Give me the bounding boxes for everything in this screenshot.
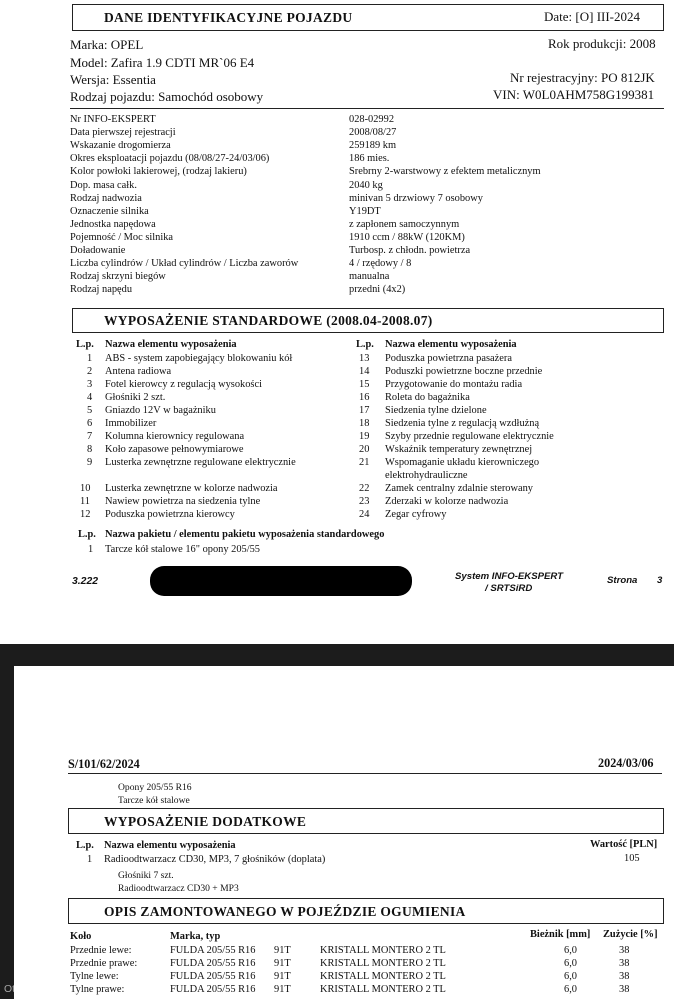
case-date: 2024/03/06: [598, 756, 654, 770]
equipment-item-number: 19: [359, 431, 370, 442]
tyre-model: KRISTALL MONTERO 2 TL: [320, 984, 446, 995]
add-item: Radioodtwarzacz CD30, MP3, 7 głośników (doplata): [104, 854, 326, 865]
spec-label: Nr INFO-EKSPERT: [70, 114, 156, 125]
equipment-item-number: 6: [87, 418, 93, 429]
redacted-area: [150, 566, 412, 596]
page2-divider: [68, 773, 662, 774]
equipment-item: elektrohydrauliczne: [385, 470, 468, 481]
spec-value: 028-02992: [349, 114, 395, 125]
vehicle-version: Wersja: Essentia: [70, 72, 156, 87]
tyre-col-tread: Bieżnik [mm]: [530, 929, 591, 940]
spec-label: Dop. masa całk.: [70, 179, 137, 191]
spec-value: Turbosp. z chłodn. powietrza: [349, 245, 471, 256]
tyre-model: KRISTALL MONTERO 2 TL: [320, 945, 446, 956]
equipment-item: Szyby przednie regulowane elektrycznie: [385, 431, 554, 442]
add-item-sub2: Radioodtwarzacz CD30 + MP3: [118, 883, 239, 894]
tyre-index: 91T: [274, 945, 291, 956]
vin-number: VIN: W0L0AHM758G199381: [493, 87, 655, 102]
tyre-index: 91T: [274, 971, 291, 982]
footer-system-name: System INFO-EKSPERT: [455, 571, 564, 582]
tyre-wheel: Tylne prawe:: [70, 984, 125, 995]
tyre-tread: 6,0: [564, 984, 577, 995]
footer-doc-code: 3.222: [72, 576, 99, 587]
tyre-size: FULDA 205/55 R16: [170, 984, 256, 995]
page-gap: [0, 644, 674, 666]
equipment-item: Głośniki 2 szt.: [105, 392, 166, 403]
tyre-wear: 38: [619, 958, 630, 969]
add-col-value: Wartość [PLN]: [590, 839, 658, 850]
document-date: Date: [O] III-2024: [544, 9, 641, 24]
equipment-item: Poduszki powietrzne boczne przednie: [385, 366, 543, 377]
vehicle-type: Rodzaj pojazdu: Samochód osobowy: [70, 89, 264, 104]
tyre-wheel: Przednie lewe:: [70, 945, 132, 956]
equipment-item: Siedzenia tylne z regulacją wzdłużną: [385, 418, 540, 429]
equipment-item: Kolumna kierownicy regulowana: [105, 431, 245, 442]
tyre-index: 91T: [274, 984, 291, 995]
tyre-tread: 6,0: [564, 971, 577, 982]
spec-label: Liczba cylindrów / Układ cylindrów / Liczba zaworów: [70, 258, 299, 270]
vehicle-make: Marka: OPEL: [70, 37, 144, 52]
tyre-wear: 38: [619, 984, 630, 995]
equipment-item: ABS - system zapobiegający blokowaniu kół: [105, 353, 293, 364]
equipment-item: Siedzenia tylne dzielone: [385, 405, 487, 416]
spec-label: Rodzaj nadwozia: [70, 192, 142, 204]
spec-value: 259189 km: [349, 140, 397, 152]
vehicle-model: Model: Zafira 1.9 CDTI MR`06 E4: [70, 55, 255, 70]
equipment-item-number: 11: [80, 496, 91, 507]
page-gap-left-edge: [0, 666, 14, 999]
pkg-item: Tarcze kół stalowe 16" opony 205/55: [105, 544, 261, 555]
equipment-item-number: 10: [80, 483, 91, 494]
section-title-tyres: OPIS ZAMONTOWANEGO W POJEŹDZIE OGUMIENIA: [104, 904, 466, 919]
section-title-additional-equipment: WYPOSAŻENIE DODATKOWE: [104, 814, 307, 829]
equipment-item: Nawiew powietrza na siedzenia tylne: [105, 496, 261, 507]
spec-value: 1910 ccm / 88kW (120KM): [349, 231, 465, 243]
col-header-name-right: Nazwa elementu wyposażenia: [385, 339, 517, 350]
tyre-model: KRISTALL MONTERO 2 TL: [320, 958, 446, 969]
equipment-item-number: 16: [359, 392, 370, 403]
equipment-item: Lusterka zewnętrzne regulowane elektrycznie: [105, 457, 296, 468]
spec-value: Y19DT: [349, 205, 381, 217]
tyre-wheel: Tylne lewe:: [70, 971, 119, 982]
footer-page-number: 3: [657, 575, 663, 586]
divider-line: [70, 108, 664, 109]
equipment-item: Wspomaganie układu kierowniczego: [385, 457, 540, 468]
wheels-note: Tarcze kół stalowe: [118, 795, 190, 806]
spec-value: 2008/08/27: [349, 127, 397, 139]
add-item-value: 105: [624, 853, 640, 864]
spec-value: 4 / rzędowy / 8: [349, 258, 412, 270]
spec-label: Rodzaj napędu: [70, 284, 133, 296]
spec-value: 2040 kg: [349, 179, 383, 191]
equipment-item: Zegar cyfrowy: [385, 509, 447, 520]
tyre-size: FULDA 205/55 R16: [170, 945, 256, 956]
equipment-item: Antena radiowa: [105, 366, 172, 377]
equipment-item: Koło zapasowe pełnowymiarowe: [105, 444, 244, 455]
footer-page-label: Strona: [607, 575, 638, 586]
tyre-size: FULDA 205/55 R16: [170, 958, 256, 969]
add-item-number: 1: [87, 854, 93, 865]
production-year: Rok produkcji: 2008: [548, 36, 656, 51]
document-page-2: [4, 666, 674, 999]
equipment-item-number: 5: [87, 405, 93, 416]
pkg-col-header: Nazwa pakietu / elementu pakietu wyposażenia standardowego: [105, 529, 385, 540]
equipment-item-number: 14: [359, 366, 370, 377]
section-title-vehicle-id: DANE IDENTYFIKACYJNE POJAZDU: [104, 10, 353, 25]
registration-number: Nr rejestracyjny: PO 812JK: [510, 70, 655, 85]
equipment-item-number: 1: [87, 353, 93, 364]
section-title-standard-equipment: WYPOSAŻENIE STANDARDOWE (2008.04-2008.07): [104, 313, 433, 328]
tyre-col-brand: Marka, typ: [170, 931, 221, 942]
equipment-item-number: 2: [87, 366, 93, 377]
add-item-sub1: Głośniki 7 szt.: [118, 870, 174, 881]
equipment-item-number: 21: [359, 457, 370, 468]
spec-value: minivan 5 drzwiowy 7 osobowy: [349, 192, 483, 204]
equipment-item: Poduszka powietrzna pasażera: [385, 353, 512, 364]
equipment-item: Fotel kierowcy z regulacją wysokości: [105, 379, 262, 390]
spec-label: Oznaczenie silnika: [70, 205, 149, 217]
equipment-item-number: 9: [87, 457, 93, 468]
equipment-item-number: 4: [87, 392, 93, 403]
add-col-lp: L.p.: [76, 840, 94, 851]
spec-value: manualna: [349, 271, 390, 283]
equipment-item: Wskaźnik temperatury zewnętrznej: [385, 444, 533, 455]
pkg-col-lp: L.p.: [78, 529, 96, 540]
spec-label: Doładowanie: [70, 245, 126, 256]
equipment-item: Gniazdo 12V w bagażniku: [105, 405, 216, 416]
equipment-item-number: 20: [359, 444, 370, 455]
add-col-name: Nazwa elementu wyposażenia: [104, 840, 236, 851]
equipment-item-number: 22: [359, 483, 370, 494]
tyre-wear: 38: [619, 971, 630, 982]
col-header-lp-right: L.p.: [356, 339, 374, 350]
equipment-item: Poduszka powietrzna kierowcy: [105, 509, 235, 520]
tyre-wear: 38: [619, 945, 630, 956]
equipment-item: Zamek centralny zdalnie sterowany: [385, 483, 534, 494]
tyre-col-wheel: Koło: [70, 931, 92, 942]
equipment-item: Lusterka zewnętrzne w kolorze nadwozia: [105, 483, 278, 494]
spec-label: Jednostka napędowa: [70, 218, 156, 230]
equipment-item-number: 18: [359, 418, 370, 429]
tyres-note: Opony 205/55 R16: [118, 782, 192, 793]
tyre-index: 91T: [274, 958, 291, 969]
tyre-model: KRISTALL MONTERO 2 TL: [320, 971, 446, 982]
equipment-item-number: 13: [359, 353, 370, 364]
equipment-item-number: 8: [87, 444, 93, 455]
tyre-tread: 6,0: [564, 958, 577, 969]
equipment-item-number: 17: [359, 405, 370, 416]
tyre-tread: 6,0: [564, 945, 577, 956]
footer-system-org: / SRTSiRD: [485, 583, 533, 594]
spec-label: Pojemność / Moc silnika: [70, 231, 174, 243]
spec-label: Kolor powłoki lakierowej, (rodzaj lakieru): [70, 166, 247, 178]
watermark: Otomoto: [4, 984, 44, 995]
tyre-wheel: Przednie prawe:: [70, 958, 138, 969]
spec-label: Rodzaj skrzyni biegów: [70, 271, 166, 283]
spec-label: Okres eksploatacji pojazdu (08/08/27-24/03/06): [70, 153, 270, 165]
pkg-item-number: 1: [88, 544, 94, 555]
equipment-item-number: 23: [359, 496, 370, 507]
equipment-item: Immobilizer: [105, 418, 157, 429]
col-header-name-left: Nazwa elementu wyposażenia: [105, 339, 237, 350]
equipment-item: Roleta do bagażnika: [385, 392, 470, 403]
tyre-size: FULDA 205/55 R16: [170, 971, 256, 982]
spec-value: z zapłonem samoczynnym: [349, 218, 460, 230]
spec-value: 186 mies.: [349, 153, 390, 165]
tyre-col-wear: Zużycie [%]: [603, 929, 658, 940]
spec-label: Data pierwszej rejestracji: [70, 127, 176, 139]
equipment-item: Przygotowanie do montażu radia: [385, 379, 523, 390]
spec-value: przedni (4x2): [349, 284, 406, 296]
spec-label: Wskazanie drogomierza: [70, 140, 171, 152]
equipment-item-number: 3: [87, 379, 93, 390]
equipment-item-number: 12: [80, 509, 91, 520]
col-header-lp-left: L.p.: [76, 339, 94, 350]
equipment-item: Zderzaki w kolorze nadwozia: [385, 496, 509, 507]
equipment-item-number: 15: [359, 379, 370, 390]
equipment-item-number: 7: [87, 431, 93, 442]
equipment-item-number: 24: [359, 509, 370, 520]
spec-value: Srebrny 2-warstwowy z efektem metalicznym: [349, 166, 541, 178]
case-reference: S/101/62/2024: [68, 757, 140, 771]
